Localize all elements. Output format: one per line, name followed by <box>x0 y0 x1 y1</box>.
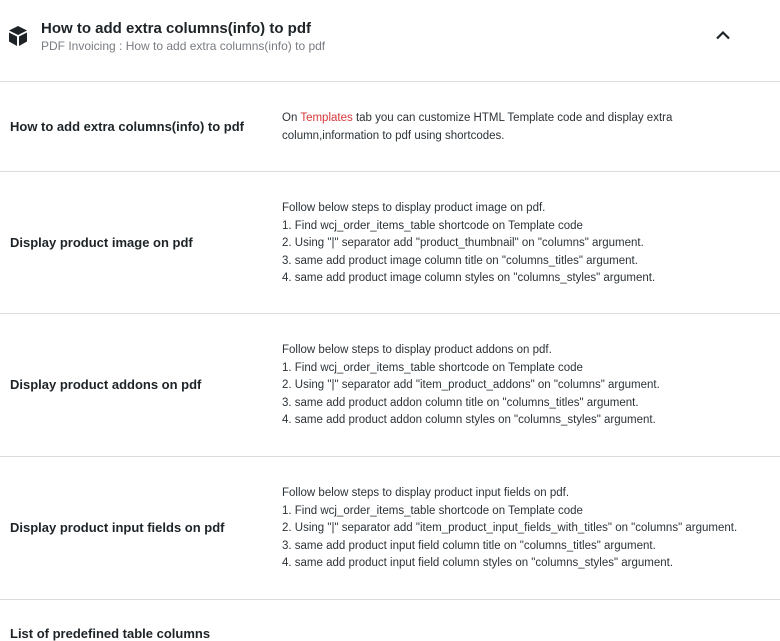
setting-description <box>282 110 762 145</box>
setting-label: List of predefined table columns <box>10 626 211 641</box>
chevron-up-icon <box>708 30 738 40</box>
templates-tab-link[interactable]: Templates <box>300 112 353 124</box>
description-line: 2. Using "|" separator add "item_product_addons" on "columns" argument. <box>282 379 660 391</box>
setting-label: Display product image on pdf <box>10 235 193 250</box>
setting-label: How to add extra columns(info) to pdf <box>10 119 244 134</box>
description-line: Follow below steps to display product input fields on pdf. <box>282 487 570 499</box>
setting-row <box>0 457 780 600</box>
description-line: 4. same add product image column styles on "columns_styles" argument. <box>282 272 656 284</box>
collapse-toggle-button[interactable] <box>708 24 738 52</box>
description-line: 1. Find wcj_order_items_table shortcode on Template code <box>282 504 583 517</box>
setting-row <box>0 172 780 314</box>
description-line: 1. Find wcj_order_items_table shortcode on Template code <box>282 361 583 374</box>
setting-row <box>0 82 780 172</box>
setting-description <box>282 485 762 573</box>
description-line: 1. Find wcj_order_items_table shortcode on Template code <box>282 219 583 232</box>
description-line: 4. same add product addon column styles on "columns_styles" argument. <box>282 414 656 426</box>
description-text: column,information to pdf using shortcodes. <box>282 129 505 142</box>
description-line: Follow below steps to display product addons on pdf. <box>282 344 552 356</box>
setting-row <box>0 314 780 457</box>
cube-icon <box>8 25 28 47</box>
description-line: 3. same add product image column title on "columns_titles" argument. <box>282 254 638 267</box>
description-text: On <box>282 112 301 124</box>
section-header[interactable] <box>0 0 780 82</box>
section-subtitle: PDF Invoicing : How to add extra columns(info) to pdf <box>41 39 326 53</box>
setting-description <box>282 200 762 288</box>
description-line: 2. Using "|" separator add "item_product_input_fields_with_titles" on "columns" argument. <box>282 522 738 534</box>
description-text: tab you can customize HTML Template code and display extra <box>352 112 673 124</box>
description-line: 3. same add product addon column title on "columns_titles" argument. <box>282 396 639 409</box>
description-line: 4. same add product input field column styles on "columns_styles" argument. <box>282 557 674 569</box>
description-line: 2. Using "|" separator add "product_thumbnail" on "columns" argument. <box>282 237 644 249</box>
section-title: How to add extra columns(info) to pdf <box>41 20 311 37</box>
setting-label: Display product input fields on pdf <box>10 520 225 535</box>
setting-description <box>282 342 762 430</box>
description-line: 3. same add product input field column title on "columns_titles" argument. <box>282 539 656 552</box>
setting-label: Display product addons on pdf <box>10 377 202 392</box>
description-line: Follow below steps to display product image on pdf. <box>282 202 546 214</box>
